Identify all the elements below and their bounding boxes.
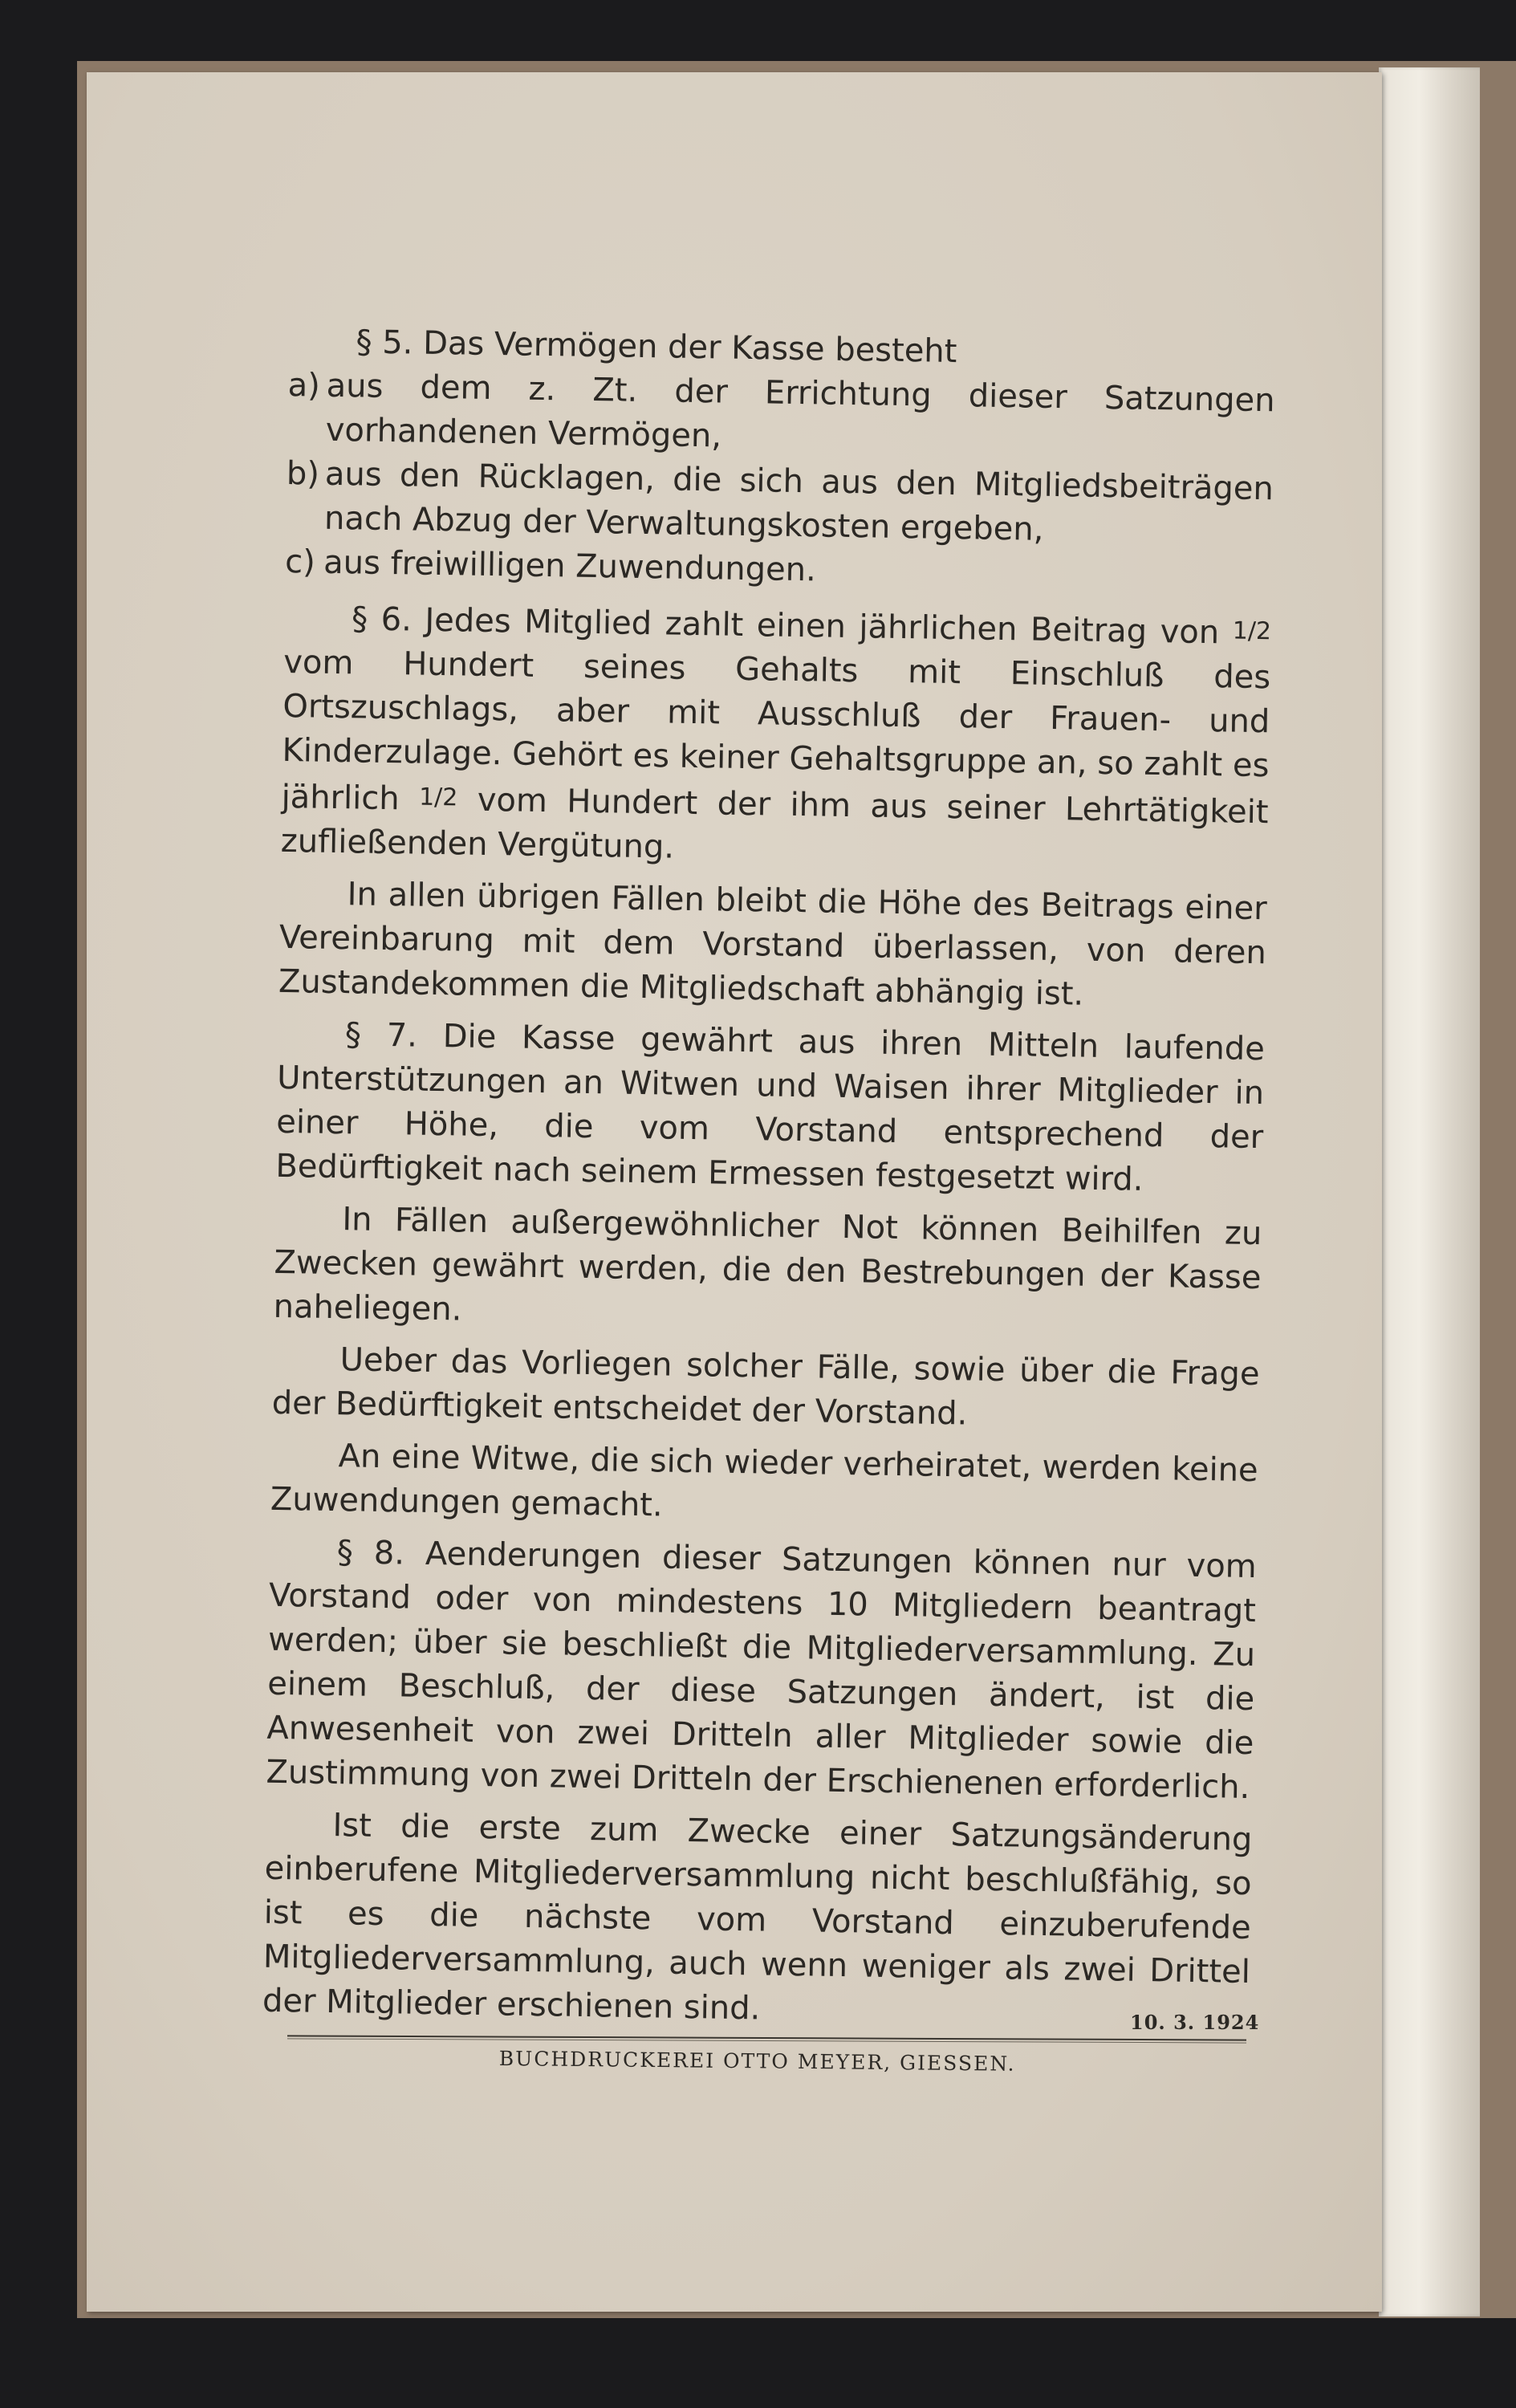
section-8-paragraph-1: § 8. Aenderungen dieser Satzungen können nur vom Vorstand oder von mindestens 10 Mitgliedern beantragt werden; über sie beschließt die Mitgliederversammlung. Zu einem Beschluß, der diese Satzungen ändert, ist die Anwesenheit von zwei Dritteln aller Mitglieder sowie die Zustimmung von zwei Dritteln der Erschienenen erforderlich. [266, 1534, 1258, 1807]
section-7-paragraph-4: An eine Witwe, die sich wieder verheiratet, werden keine Zuwendungen gemacht. [270, 1438, 1258, 1524]
list-text: aus dem z. Zt. der Errichtung dieser Satzungen vorhandenen Vermögen, [325, 367, 1275, 455]
section-6-text-c: vom Hundert der ihm aus seiner Lehrtätigkeit zufließenden Vergütung. [280, 781, 1269, 866]
list-text: aus freiwilligen Zuwendungen. [323, 543, 817, 589]
section-7-paragraph-3: Ueber das Vorliegen solcher Fälle, sowie über die Frage der Bedürftigkeit entscheidet der Vorstand. [271, 1341, 1260, 1433]
section-5-intro: § 5. Das Vermögen der Kasse besteht [356, 323, 957, 371]
list-label: a) [287, 366, 321, 405]
list-label: c) [284, 543, 316, 581]
section-8-paragraph-2: Ist die erste zum Zwecke einer Satzungsänderung einberufene Mitgliederversammlung nicht beschlußfähig, so ist es die nächste vom Vorstand einzuberufende Mitgliederversammlung, auch wenn weniger als zwei Drittel der Mitglieder erschienen sind. [262, 1807, 1253, 2028]
section-6-text-a: § 6. Jedes Mitglied zahlt einen jährlichen Beitrag von [351, 600, 1220, 652]
fraction-half: 1/2 [418, 783, 458, 812]
list-item [286, 452, 1274, 555]
section-7-paragraph-1: § 7. Die Kasse gewährt aus ihren Mitteln laufende Unterstützungen an Witwen und Waisen ihrer Mitglieder in einer Höhe, die vom Vorstand entsprechend der Bedürftigkeit nach seinem Ermessen festgesetzt wird. [275, 1016, 1266, 1198]
section-6-paragraph-1 [280, 594, 1271, 879]
fraction-half: 1/2 [1232, 616, 1272, 646]
list-label: b) [286, 454, 320, 493]
printer-imprint: BUCHDRUCKEREI OTTO MEYER, GIESSEN. [498, 2047, 1016, 2076]
section-7-paragraph-2: In Fällen außergewöhnlicher Not können Beihilfen zu Zwecken gewährt werden, die den Bestrebungen der Kasse naheliegen. [273, 1201, 1262, 1328]
section-6-text-b: vom Hundert seines Gehalts mit Einschluß des Ortszuschlags, aber mit Ausschluß der Frauen- und Kinderzulage. Gehört es keiner Gehaltsgruppe an, so zahlt es jährlich [281, 643, 1271, 818]
list-text: aus den Rücklagen, die sich aus den Mitgliedsbeiträgen nach Abzug der Verwaltungskosten ergeben, [323, 455, 1274, 548]
section-6-paragraph-2: In allen übrigen Fällen bleibt die Höhe des Beitrags einer Vereinbarung mit dem Vorstand überlassen, von deren Zustandekommen die Mitgliedschaft abhängig ist. [278, 876, 1267, 1013]
list-item [287, 364, 1275, 467]
page-edges [1379, 67, 1480, 2316]
document-body [262, 319, 1275, 2047]
print-date: 10. 3. 1924 [1130, 2011, 1260, 2034]
